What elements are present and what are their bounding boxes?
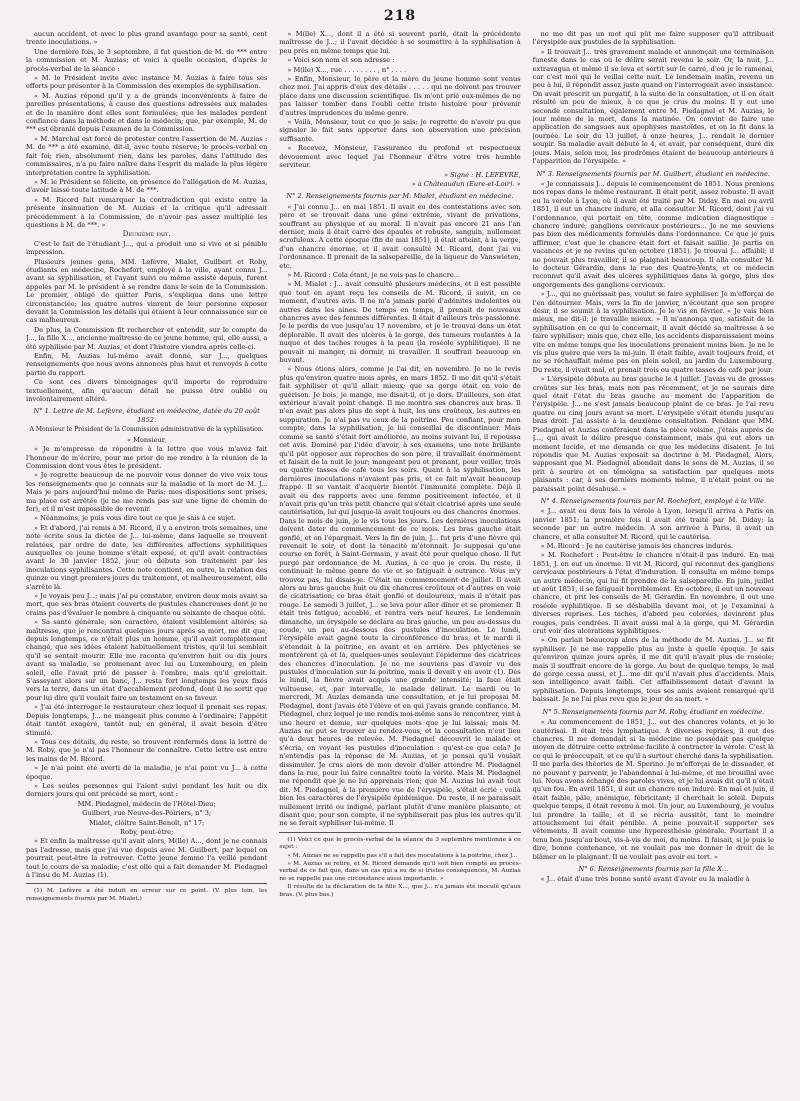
paragraph: » M. Mialet : J... avait consulté plusieurs médecins, et il est possible que tout en ayant reçu les conseils de M. Ricord, il suivit, en ce moment, d'autres avis. Il ne m'a jamais parlé d'adénites indolentes ou autres dans les aines. De temps en temps, il prenait de nouveaux chancres avec des femmes différentes. Il était d'ailleurs très passionné. Je le perdis de vue jusqu'au 17 novembre, et je le trouvai dans un état déplorable. Il avait des ulcères à la gorge, des tumeurs roulantes à la nuque et des taches rouges à la peau (la roséole syphilitique). Il ne pouvait ni manger, ni dormir, ni travailler. Il souffrait beaucoup en buvant. bbox=[279, 280, 521, 365]
paragraph: » Recevez, Monsieur, l'assurance du profond et respectueux dévouement avec lequel j'ai l'honneur d'être votre très humble serviteur. bbox=[279, 144, 521, 170]
paragraph: » Il trouvait J... très gravement malade et annonçait une terminaison funeste dans le cas où le délire serait revenu le soir. Or, la nuit, J... extravagua et même il se leva et sortit sur le carré, d'où je le ramenai, car c'est moi qui le veillai cette nuit. Le lendemain matin, revenu un peu à lui, il répondit assez juste quand on l'interrogeait avec insistance. On avait prescrit un purgatif, à la suite de la consultation, et il en était résulté un peu de mieux, à ce que je crus du moins. Il y eut une seconde consultation, également entre M. Piedagnel et M. Auzias, le jour même de la mort, dans la matinée. On convint de faire une application de sangsues aux apophyses mastoïdes, et on la fit dans la journée. Le soir du 13 juillet, à onze heures, J... rendait le dernier soupir. Sa maladie avait débuté le 4, et avait, par conséquent, duré dix jours. Mais, selon moi, les prodrômes étaient de beaucoup antérieurs à l'apparition de l'érysipèle. » bbox=[532, 47, 774, 166]
page-number: 218 bbox=[383, 8, 417, 24]
paragraph: » Voici son nom et son adresse : bbox=[287, 56, 395, 65]
paragraph: Une dernière fois, le 3 septembre, il fut question de M. de *** entre la commission et M. Auzias; et voici à quelle occasion, d'après le procès-verbal de la séance : bbox=[26, 47, 268, 73]
section-title: N° 6. Renseignements fournis par la fille X... bbox=[578, 865, 729, 873]
list-item: Guilbert, rue Neuve-des-Poiriers, n° 3; bbox=[82, 809, 212, 818]
column-3 bbox=[533, 30, 774, 1090]
letter-greeting: « Monsieur, bbox=[127, 435, 167, 444]
list-item: Roby, peut-être; bbox=[120, 827, 174, 836]
paragraph: » Enfin, Monsieur, le père et la mère du jeune homme sont venus chez moi. J'ai appris d'eux des détails . . . . . qui ne doivent pas trouver place dans une discussion scientifique. Ils m'ont prié eux-mêmes de ne pas laisser tomber dans l'oubli cette triste histoire pour prévenir d'autres imprudences du même genre. bbox=[279, 75, 521, 117]
paragraph: » Et d'abord, j'ai remis à M. Ricord, il y a environ trois semaines, une note écrite sous la dictée de J... lui-même, dans laquelle se trouvent relatées, par ordre de date, les différentes affections syphilitiques auxquelles ce jeune homme s'était exposé, et qu'il avait contractées avant le 30 janvier 1852, jour où débuta son traitement par les inoculations syphilisantes. Cette note contient, en outre, la relation des quinze ou vingt premiers jours du traitement, et malheureusement, elle s'arrête là. bbox=[26, 523, 268, 591]
section-title: N° 2. Renseignements fournis par M. Mialet, étudiant en médecine. bbox=[286, 192, 514, 201]
footnote: (1) Voici ce que le procès-verbal de la séance du 3 septembre mentionne à ce sujet : bbox=[279, 836, 521, 851]
signature-location: » à Châteaudun (Eure-et-Loir). » bbox=[411, 179, 521, 188]
paragraph: » Je n'ai point été averti de la maladie, je n'ai point vu J... à cette époque. bbox=[26, 764, 268, 781]
paragraph: » Voilà, Monsieur, tout ce que je sais; je regrette de n'avoir pu que signaler le fait sans apporter dans son observation une précision suffisante. bbox=[279, 118, 521, 143]
list-item: Mialet, clôître Saint-Benoît, n° 17; bbox=[89, 818, 205, 827]
footnote: « M. Auzias ne se rappelle pas s'il a fait des inoculations à la poitrine, chez J... bbox=[287, 852, 518, 859]
paragraph: « J'ai connu J... en mai 1851. Il avait eu des contestations avec son père et se trouvait dans une gêne extrême, vivant de privations, souffrant au physique et au moral. Il n'avait pas encore 21 ans l'an dernier, mais il était carré des épaules et robuste, sanguin, nullement scrofuleux. A cette époque (fin de mai 1851), il était atteint, à la verge, d'un chancre énorme, et il avait consulté M. Ricord, dont j'ai vu l'ordonnance. Il prenait de la salsepareille, de la liqueur de Vanswieten, etc. bbox=[279, 202, 521, 270]
paragraph: De plus, la Commission fit rechercher et entendit, sur le compte de J..., la fille X..., ancienne maîtresse de ce jeune homme, qui, elle aussi, a été syphilisée par M. Auzias, et dont l'histoire viendra après celle-ci. bbox=[26, 325, 268, 351]
text-columns bbox=[26, 30, 774, 1090]
paragraph: « J... était d'une très bonne santé avant d'avoir eu la maladie à bbox=[540, 875, 750, 884]
paragraph: » M(lle) X..., rue . . . . . . . . , n° . . . . bbox=[287, 65, 407, 74]
paragraph: » L'érysipèle débuta au bras gauche le 4 juillet. J'avais vu de grosses croûtes sur les bras, mais non pas récemment, et je ne saurais dire quel était l'état du bras gauche au moment de l'apparition de l'érysipèle. J... ne s'est jamais beaucoup plaint de ce bras. Je l'ai revu quatre ou cinq jours avant sa mort. L'érysipèle s'était étendu jusqu'au bras droit. J'ai assisté à la deuxième consultation. Pendant que MM. Piedagnel et Auzias conféraient dans la pièce voisine, j'étais auprès de J..., qui avait le délire presque constamment, mais qui eut alors un moment lucide, et me demanda ce que les médecins disaient. Je lui répondis que M. Auzias exposait sa doctrine à M. Piedagnel. Alors, supposant que M. Piedagnel abondait dans le sens de M. Auzias, il se prit à sourire et en témoigna sa satisfaction par quelques mots plaisants : car, à ses derniers moments même, il n'était point ou ne paraissait point désabusé. » bbox=[532, 375, 774, 493]
paragraph: « M. Ricord fait remarquer la contradiction qui existe entre la présente insinuation de M. Auzias et la critique qu'il adressait précédemment à la Commission, de n'avoir pas assez multiplié les questions à M. de ***. » bbox=[26, 195, 268, 229]
section-title: N° 4. Renseignements fournis par M. Rochefort, employé à la Ville. bbox=[540, 496, 767, 505]
paragraph: » M. Ricord : Cela étant, je ne vois pas le chancre... bbox=[287, 270, 461, 279]
paragraph: « Je connaissais J... depuis le commencement de 1851. Nous prenions nos repas dans le même restaurant. Il était petit, assez robuste. Il avait eu la vérole à Lyon, où il avait été traité par M. Diday. En mai ou avril 1851, il eut un chancre induré, et alla consulter M. Ricord, dont j'ai vu l'ordonnance, qui portait en tête, comme indication diagnostique : chancre induré; ganglions cervicaux postérieurs... Je ne me souviens pas bien des médicaments formulés dans l'ordonnance. Ce que je puis affirmer, c'est que le chancre était fort et faisait saillie. Je partis en vacances et je ne revins qu'en octobre (1851). Je trouvai J... affaibli; il ne pouvait plus travailler, il se plaignait beaucoup. Il alla consulter M. le docteur Gérardin, dans la rue des Quatre-Vents, et ce médecin reconnut qu'il avait des ulcères syphilitiques dans la gorge, plus des engorgements des ganglions cervicaux. bbox=[532, 179, 774, 289]
signature: » Signé : H. LEFÈVRE, bbox=[443, 170, 521, 179]
paragraph: » Sa santé générale, son caractère, étaient visiblement altérés; sa maîtresse, que je rencontrai quelques jours après sa mort, me dit que, depuis longtemps, ce n'était plus un homme, qu'il avait complètement changé, que ses idées étaient habituellement tristes, qu'il lui semblait qu'il se sentait mourir. Elle me raconta qu'environ huit ou dix jours avant sa maladie, se promenant avec lui au Luxembourg, en plein soleil, elle l'avait prié de passer à l'ombre, mais qu'il grelottait. S'asseyant alors sur un banc, J... resta fort longtemps les yeux fixés vers la terre, dans un état d'accablement profond, dont il ne sortit que pour lui dire qu'il voulait faire un testament en sa faveur. bbox=[26, 618, 268, 702]
paragraph: » J'ai été interroger le restaurateur chez lequel il prenait ses repas. Depuis longtemps, J... ne mangeait plus comme à l'ordinaire; l'appétit était tantôt exagéré, tantôt nul; en général, il avait besoin d'être stimulé. bbox=[26, 703, 268, 737]
section-title: N° 3. Renseignements fournis par M. Guilbert, étudiant en médecine. bbox=[536, 169, 771, 178]
paragraph: » Les seules personnes qui l'aient suivi pendant les huit ou dix derniers jours qui ont précédé sa mort, sont : bbox=[26, 781, 268, 799]
section-heading: Deuxième fait. bbox=[122, 230, 171, 239]
footnote-divider bbox=[279, 832, 520, 833]
paragraph: » Je m'empresse de répondre à la lettre que vous m'avez fait l'honneur de m'écrire, pour me prier de me rendre à la réunion de la Commission dont vous êtes le président. bbox=[26, 445, 268, 470]
paragraph: « M. le Président se félicite, en présence de l'allégation de M. Auzias, d'avoir laissé toute latitude à M. de ***. bbox=[26, 177, 268, 195]
paragraph: « Au commencement de 1851, J... eut des chancres volants, et je le cautérisai. Il était très lymphatique. À diverses reprises, il eut des chancres. Il me demandait si la médecine ne possédait pas quelque moyen de détruire cette extrême facilité à contracter la vérole. C'est là ce qui le préoccupait, et ce qu'il a surtout cherché dans la syphilisation. Il me parla des théories de M. Sperino. Je m'efforçai de le dissuader, et ne pouvant y parvenir, je l'abandonnai à lui-même, et me brouillai avec lui. Nous avons échangé des paroles vives, et je lui avais dit qu'il n'était qu'un fou. En avril 1851, il eut un chancre non induré. En mai et juin, il était faible, pâle, anémique, fébricitant; il cherchait le soleil. Depuis quelque temps, il était revenu à moi. Un jour, au Luxembourg, je voulus lui prendre la taille, et il se récria aussitôt, tant le moindre attouchement lui était pénible. A peine pouvait-il supporter ses vêtements. Il avait comme une hyperesthésie générale. Pourtant il a tenu bon jusqu'au bout, vis-à-vis de moi, du moins. Il faisait, si je puis le dire, bonne contenance, et ne voulait pas me donner le droit de le blâmer en le plaignant. Il ne voulait pas avoir eu tort. » bbox=[532, 718, 774, 861]
footnote: » M. Auzias se retire, et M. Ricord demande qu'il soit bien compté au procès-verbal de ce fait que, dans un cas qui a eu de si tristes conséquences, M. Auzias ne se rappelle pas une circonstance aussi importante. » bbox=[279, 861, 521, 882]
paragraph: « M. Auzias répond qu'il y a de grands inconvénients à faire de pareilles présentations, à cause des questions adressées aux malades et de la manière dont elles sont formulées; que les malades perdent confiance dans la méthode et dans le médecin; que, par exemple, M. de *** est ébranlé depuis l'examen de la Commission. bbox=[26, 91, 268, 134]
paragraph: Enfin, M. Auzias lui-même avait donné, sur J..., quelques renseignements que nous avons annoncés plus haut et renvoyés à cette partie du rapport. bbox=[26, 352, 268, 377]
column-1 bbox=[26, 30, 267, 1090]
paragraph: » M. Ricord : Je ne cautérise jamais les chancres indurés. bbox=[540, 541, 734, 550]
footnote-divider bbox=[26, 883, 267, 884]
paragraph: » M. Rochefort : Peut-être le chancre n'était-il pas induré. En mai 1851, J. en eut un énorme. Il vit M. Ricord, qui reconnut des ganglions cervicaux postérieurs à l'état d'induration. Il consulta en même temps un autre médecin, qui lui fit prendre de la salsepareille. En juin, juillet et août 1851, il se fatiguait horriblement. En octobre, il eut un nouveau chancre, et prit les conseils de M. Gérardin. En novembre, il eut une roséole syphilitique. Il se déshabilla devant moi, et je l'examinai à diverses reprises. Les taches, d'abord peu colorées, devinrent plus rouges, puis cendrées. Il avait aussi mal à la gorge, qui M. Gérardin crut voir des ulcérations syphilitiques. bbox=[532, 551, 774, 636]
paragraph: » Tous ces détails, du reste, se trouvent renfermés dans la lettre de M. Roby, que je n'ai pas l'honneur de connaître. Cette lettre est entre les mains de M. Ricord. bbox=[26, 737, 268, 763]
paragraph: « M. le Président invite avec instance M. Auzias à faire tous ses efforts pour présenter à la Commission des exemples de syphilisation. bbox=[26, 74, 268, 91]
paragraph: « M. Marchal est forcé de protester contre l'assertion de M. Auzias : M. de *** a été examiné, dit-il, avec toute réserve; le procès-verbal en fait foi; rien, absolument rien, dans les paroles, dans l'attitude des commissaires, n'a pu faire naître dans l'esprit du malade la plus légère interprétation contre la syphilisation. bbox=[26, 134, 268, 177]
paragraph: » Je voyais peu J...; mais j'ai pu constater, environ deux mois avant sa mort, que ses bras étaient couverts de pustules chancreuses dont je ne crains pas d'évaluer le nombre à cinquante ou soixante de chaque côté. bbox=[26, 592, 268, 617]
footnote: Il résulte de la déclaration de la fille X..., que J... n'a jamais été inoculé qu'aux bras. (V. plus bas.) bbox=[279, 884, 521, 898]
page-header bbox=[26, 8, 774, 30]
section-title: N° 1. Lettre de M. Lefèvre, étudiant en médecine, datée du 20 août 1852. bbox=[33, 407, 260, 424]
paragraph: » Et enfin la maîtresse qu'il avait alors, M(lle) A..., dont je ne connais pas l'adresse, mais que j'ai vue depuis avec M. Guilbert, par lequel on pourrait peut-être la retrouver. Cette jeune femme l'a veillé pendant tout le cours de sa maladie; c'est elle qui a fait demander M. Piedagnel à l'insu de M. Auzias (1). bbox=[26, 837, 268, 879]
paragraph: Plusieurs jeunes gens, MM. Lefèvre, Mialet, Guilbert et Roby, étudiants en médecine, Rochefort, employé à la ville, ayant connu J... avant sa syphilisation, et l'ayant suivi ou même assisté depuis, furent appelés par M. le président à se rendre dans le sein de la Commission. Le premier, obligé de quitter Paris, s'expliqua dans une lettre circonstanciée; les quatre autres vinrent de leur personne exposer devant la Commission les détails qui étaient à leur connaissance sur ce cas malheureux. bbox=[26, 257, 268, 325]
footnote: (1) M. Lefèvre a été induit en erreur sur ce point. (V. plus loin, les renseignements fournis par M. Mialet.) bbox=[26, 888, 268, 902]
paragraph: » J..., qui ne guérissait pas, voulut se faire syphiliser. Je m'efforçai de l'en détourner. Mais, vers la fin de janvier, n'écoutant que son propre désir, il se soumit à la syphilisation. Je le vis en février. « Je vais bien mieux, me dit-il; je travaille mieux. » Il m'annonça que, satisfait de la syphilisation en ce qui le concernait, il avait décidé sa maîtresse à se faire syphiliser; mais que, chez elle, les accidents disparaissaient moins vite en même temps que les inoculations prenaient moins bien. Je ne le vis plus guère que vers la mi-juin. Il était faible, avait toujours froid, et ne se réchauffait même pas en plein soleil, au jardin du Luxembourg. Du reste, il vivait mal, et prenait trois ou quatre tasses de café par jour. bbox=[532, 290, 774, 374]
section-title: N° 5. Renseignements fournis par M. Roby, étudiant en médecine. bbox=[542, 707, 765, 716]
paragraph: ne me dit pas un mot qui pût me faire supposer qu'il attribuait l'érysipèle aux pustules de la syphilisation. bbox=[532, 30, 774, 47]
paragraph: aucun accident, et avec le plus grand avantage pour sa santé, cent trente inoculations. » bbox=[26, 30, 268, 47]
paragraph: » On parlait beaucoup alors de la méthode de M. Auzias. J... se fit syphiliser. Je ne me rappelle plus au juste à quelle époque. Je sais qu'environ quinze jours après, il me dit qu'il n'avait plus de roséole; mais il souffrait encore de la gorge. Au bout de quelque temps, le mal de gorge cessa aussi, et J... me dit qu'il n'avait plus d'accidents. Mais son intelligence avait faibli. Cet affaiblissement datait d'avant la syphilisation. Depuis longtemps, tous ses amis avaient remarqué qu'il baissait. Je ne l'ai plus revu que le jour de sa mort. » bbox=[532, 636, 774, 704]
paragraph: « J... avait eu deux fois la vérole à Lyon, lorsqu'il arriva à Paris en janvier 1851; la première fois il avait été traité par M. Diday; la seconde par un autre médecin. A son arrivée à Paris, il avait un chancre, et alla consulter M. Ricord, qui le cautérisa. bbox=[532, 507, 774, 541]
paragraph: » M(lle) X..., dont il a été si souvent parlé, était la précédente maîtresse de J...; il l'avait décidée à se soumettre à la syphilisation à peu près en même temps que lui. bbox=[279, 30, 521, 55]
paragraph: Ce sont ces divers témoignages qu'il importe de reproduire textuellement, afin qu'aucun détail ne puisse être oublié ou involontairement altéré. bbox=[26, 378, 268, 404]
paragraph: » Je regrette beaucoup de ne pouvoir vous donner de vive voix tous les renseignements que je connais sur la maladie et la mort de M. J... Mais je pars aujourd'hui même de Paris; mes dispositions sont prises, ma place est arrêtée (je ne me rends pas sur une ligne de chemin de fer), et il m'est impossible de revenir. bbox=[26, 471, 268, 513]
paragraph: » Nous étions alors, comme je l'ai dit, en novembre. Je ne le revis plus qu'environ quatre mois après, en mars 1852. Il me dit qu'il s'était fait syphiliser et qu'il allait mieux; que sa gorge était en voie de guérison. Je bois, je mange, me disait-il, et je dors. D'ailleurs, son état extérieur n'avait point changé. Il me montra ses chancres aux bras. Il n'en avait pas alors plus de sept à huit, les uns croûteux, les autres en suppuration. Je n'ai pas vu ceux de la poitrine. Peu confiant, pour mon compte, dans la syphilisation, je lui conseillai de discontinuer. Mais comme sa santé s'était fort améliorée, au moins suivant lui, il repoussa cet avis. Dominé par l'idée d'avoir, à ses examens, une note brillante qu'il pût opposer aux reproches de son père, il travaillait énormément et faisait de la nuit le jour; mangeant peu et prenant, pour veiller, trois ou quatre tasses de café tous les soirs. Quant à la syphilisation, les dernières inoculations n'avaient pas pris, et ce fait m'avait beaucoup frappé. Il se vantait d'acquérir bientôt l'immunité complète. Déjà il avait eu des rapports avec une femme positivement infectée, et il n'avait pris qu'un très petit chancre qui s'était cicatrisé après une seule cautérisation, lui qui jusque-là avait toujours eu des chancres énormes. Dans le mois de juin, je le vis tous les jours. Les dernières inoculations doivent dater du commencement de ce mois. Les bras gauche était gonflé, et on l'épargnait. Vers la fin de juin, J... fut pris d'une fièvre qui revenait le soir, et dont la ténacité m'étonnait. Je supposai qu'une course en forêt, à Saint-Germain, y avait été pour quelque chose. Il fut purgé par ordonnance de M. Auzias, à ce que je crois. Du reste, il continuait le même genre de vie et se fatiguait à outrance. Vous m'y trouvez pas, lui disais-je. C'était un commencement de juillet. Il avait alors au bras gauche huit ou dix chancres croûteux et d'autres en voie de cicatrisation; ce bras était gonflé et douloureux, mais il n'était pas rouge. Le samedi 3 juillet, J... se leva pour aller dîner et se promener. Il était très fatigué, accablé, et rentra vers neuf heures. Le lendemain dimanche, un érysipèle se déclara au bras gauche, un peu au-dessus du coude, un peu au-dessous des pustules d'inoculation. Le lundi, l'érysipèle avait gagné toute la circonférence du bras, et le mardi il s'étendait à la poitrine, en avant et en arrière. Des phlyctènes se montrèrent çà et là, quelques-unes soulevant l'épiderme des cicatrices des chancres d'inoculation. Je ne me souviens pas d'avoir vu des pustules d'inoculation sur la poitrine, mais il devait y en avoir (1). Dès le lundi, la fièvre avait acquis une grande intensité; la face était vultueuse, et, par intervalle, le malade délirait. Le mardi ou le mercredi, M. Auzias demanda une consultation, et je lui proposai M. Piedagnel, dont j'avais été l'élève et en qui j'avais grande confiance. M. Piedagnel, chez lequel je me rendis moi-même sans le rencontrer, vint à une heure et demie, sur quelques mots que je lui laissai; mais M. Auzias ne put se trouver au rendez-vous, et la consultation n'eut lieu qu'à deux heures de relevée. M. Piedagnel découvrit le malade et s'écria, en voyant les pustules d'inoculation : qu'est-ce que cela? Je n'entendis pas la réponse de M. Auzias, et je pensai qu'il voulait dissimuler. Je crus alors de mon devoir d'aller attendre M. Piedagnel dans la rue, pour lui faire connaître toute la vérité. Mais M. Piedagnel me répondit que je ne lui apprenais rien; que M. Auzias lui avait tout dit. M. Piedagnel, à la première vue de l'érysipèle, s'était écrié : voilà bien les caractères de l'érysipèle épidémique. Du reste, il ne paraissait nullement irrité ou indigné, parlant plutôt d'une manière plaisante, et disant que, pour son compte, il ne syphiliserait pas plus les autres qu'il ne se ferait syphiliser lui-même. Il bbox=[279, 365, 521, 828]
paragraph: » Néanmoins, je puis vous dire tout ce que je sais à ce sujet. bbox=[34, 514, 236, 523]
letter-addressee: A Monsieur le Président de la Commission administrative de la syphilisation. bbox=[29, 426, 264, 434]
list-item: MM. Piedagnel, médecin de l'Hôtel-Dieu; bbox=[77, 799, 216, 808]
column-2 bbox=[279, 30, 520, 1090]
paragraph: C'est le fait de l'étudiant J..., qui a produit une si vive et si pénible impression. bbox=[26, 239, 268, 257]
